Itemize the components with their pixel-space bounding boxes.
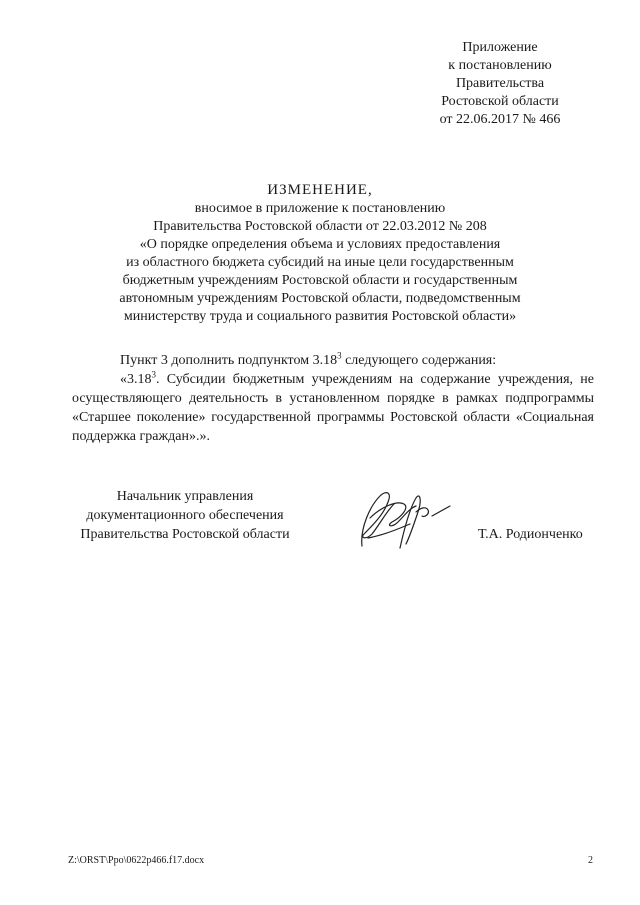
heading-line: вносимое в приложение к постановлению xyxy=(194,201,446,216)
para2-superscript: 3 xyxy=(151,369,156,380)
appendix-line: к постановлению xyxy=(448,58,552,73)
appendix-line: Приложение xyxy=(462,40,538,55)
document-title: ИЗМЕНЕНИЕ, xyxy=(267,182,373,198)
document-body xyxy=(72,351,594,446)
appendix-block xyxy=(400,39,600,129)
page-number: 2 xyxy=(588,855,593,866)
heading-line: автономным учреждениям Ростовской области, подведомственным xyxy=(119,291,521,306)
position-line: Начальник управления xyxy=(116,489,254,504)
heading-line: бюджетным учреждениям Ростовской области и государственным xyxy=(122,273,518,288)
appendix-line: от 22.06.2017 № 466 xyxy=(439,112,561,127)
document-heading xyxy=(60,180,580,326)
file-path: Z:\ORST\Ppo\0622p466.f17.docx xyxy=(68,855,205,866)
body-paragraph-2 xyxy=(72,370,594,446)
signer-name: Т.А. Родионченко xyxy=(478,527,583,542)
appendix-line: Ростовской области xyxy=(441,94,559,109)
heading-line: из областного бюджета субсидий на иные цели государственным xyxy=(126,255,514,270)
para2-text-after: . Субсидии бюджетным учреждениям на содержание учреждения, не осуществляющего деятельность в установленном порядке в рамках подпрограммы «Старшее поколение» государственной программы Ростовской области «Социальная поддержка граждан».». xyxy=(72,372,594,444)
heading-line: министерству труда и социального развития Ростовской области» xyxy=(123,309,517,324)
para1-superscript: 3 xyxy=(337,350,342,361)
para2-text-before: «3.18 xyxy=(120,372,152,387)
para1-text-after: следующего содержания: xyxy=(341,353,497,368)
position-line: документационного обеспечения xyxy=(86,508,284,523)
appendix-line: Правительства xyxy=(455,76,545,91)
body-paragraph-1 xyxy=(72,351,594,370)
handwritten-signature xyxy=(340,478,460,558)
heading-line: Правительства Ростовской области от 22.03.2012 № 208 xyxy=(153,219,487,234)
position-line: Правительства Ростовской области xyxy=(80,527,290,542)
signer-position xyxy=(60,487,310,544)
heading-line: «О порядке определения объема и условиях предоставления xyxy=(139,237,501,252)
para1-text-before: Пункт 3 дополнить подпунктом 3.18 xyxy=(120,353,338,368)
